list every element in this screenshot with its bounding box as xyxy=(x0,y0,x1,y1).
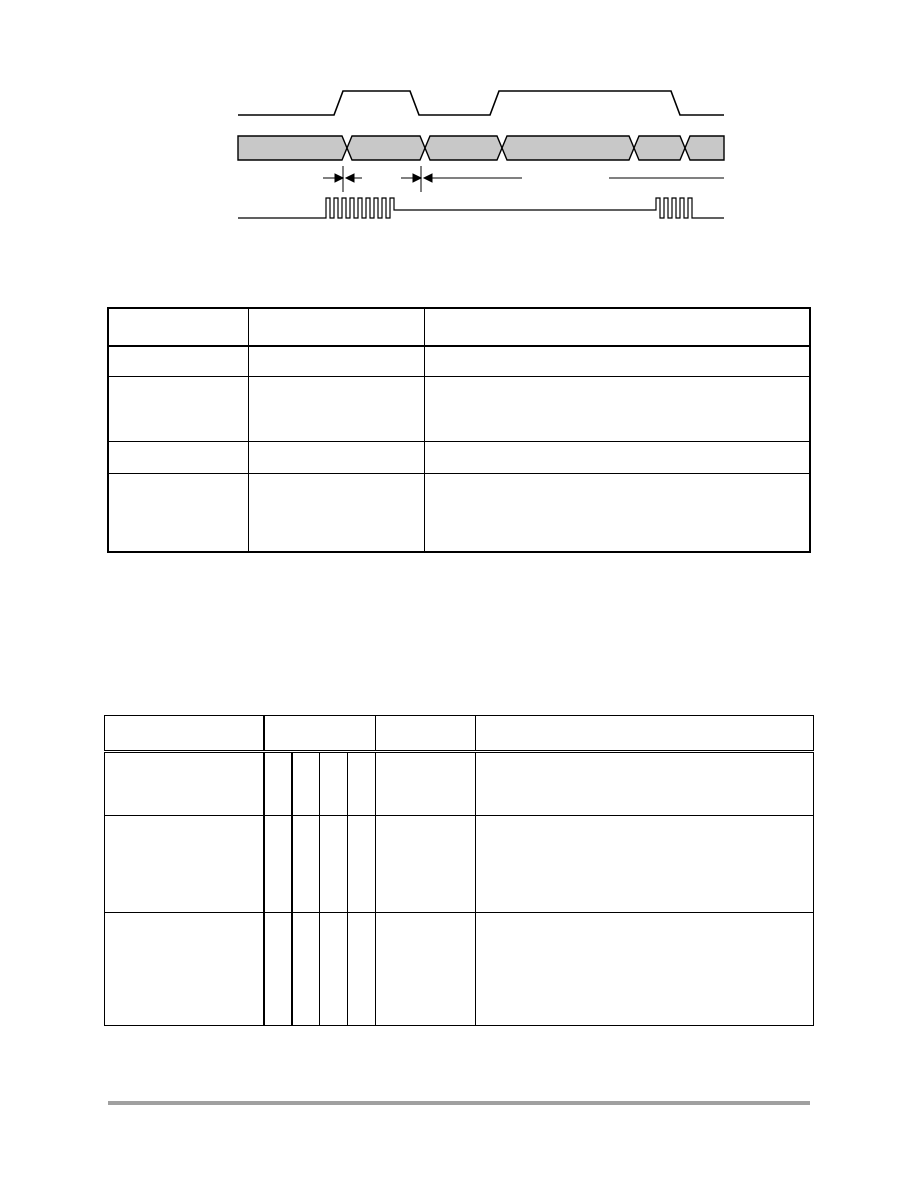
table-cell xyxy=(476,752,814,816)
table-cell xyxy=(476,816,814,913)
table-row xyxy=(105,752,814,816)
table-cell xyxy=(264,752,292,816)
table-cell xyxy=(264,913,292,1026)
table-cell xyxy=(105,716,264,752)
table-row xyxy=(105,913,814,1026)
table-cell xyxy=(424,376,810,441)
control-signal-trace xyxy=(238,91,724,115)
timing-diagram xyxy=(0,0,918,260)
table-cell xyxy=(248,441,424,473)
table-row xyxy=(108,376,810,441)
table-cell xyxy=(424,308,810,346)
table-cell xyxy=(320,816,348,913)
table-cell xyxy=(264,716,376,752)
table-header-row xyxy=(108,308,810,346)
table-header-row xyxy=(105,716,814,752)
table-cell xyxy=(108,473,248,552)
table-cell xyxy=(105,913,264,1026)
bus-segment-3 xyxy=(425,136,502,160)
parameter-table xyxy=(107,307,811,553)
bus-segment-4 xyxy=(502,136,634,160)
table-cell xyxy=(248,473,424,552)
table-cell xyxy=(108,346,248,376)
table-cell xyxy=(376,716,476,752)
table-cell xyxy=(248,376,424,441)
table-cell xyxy=(105,752,264,816)
bus-segment-5 xyxy=(634,136,685,160)
bus-segment-6 xyxy=(685,136,724,160)
table-cell xyxy=(476,913,814,1026)
table-cell xyxy=(292,913,320,1026)
table-cell xyxy=(424,441,810,473)
table-row xyxy=(108,346,810,376)
clock-trace xyxy=(238,198,724,218)
table-cell xyxy=(292,816,320,913)
table-cell xyxy=(108,441,248,473)
table-cell xyxy=(424,473,810,552)
bus-segment-1 xyxy=(238,136,347,160)
table-cell xyxy=(248,308,424,346)
table-cell xyxy=(264,816,292,913)
table-row xyxy=(108,473,810,552)
table-cell xyxy=(476,716,814,752)
register-table xyxy=(104,715,814,1026)
table-cell xyxy=(105,816,264,913)
table-cell xyxy=(320,752,348,816)
table-cell xyxy=(424,346,810,376)
table-cell xyxy=(376,913,476,1026)
table-cell xyxy=(292,752,320,816)
table-row xyxy=(108,441,810,473)
bus-segment-2 xyxy=(347,136,425,160)
table-cell xyxy=(108,308,248,346)
table-cell xyxy=(348,752,376,816)
table-cell xyxy=(108,376,248,441)
table-cell xyxy=(376,816,476,913)
footer-rule xyxy=(108,1101,810,1105)
table-cell xyxy=(248,346,424,376)
table-row xyxy=(105,816,814,913)
table-cell xyxy=(376,752,476,816)
timing-markers xyxy=(323,166,724,192)
table-cell xyxy=(320,913,348,1026)
table-cell xyxy=(348,816,376,913)
table-cell xyxy=(348,913,376,1026)
data-bus-trace xyxy=(238,136,724,160)
